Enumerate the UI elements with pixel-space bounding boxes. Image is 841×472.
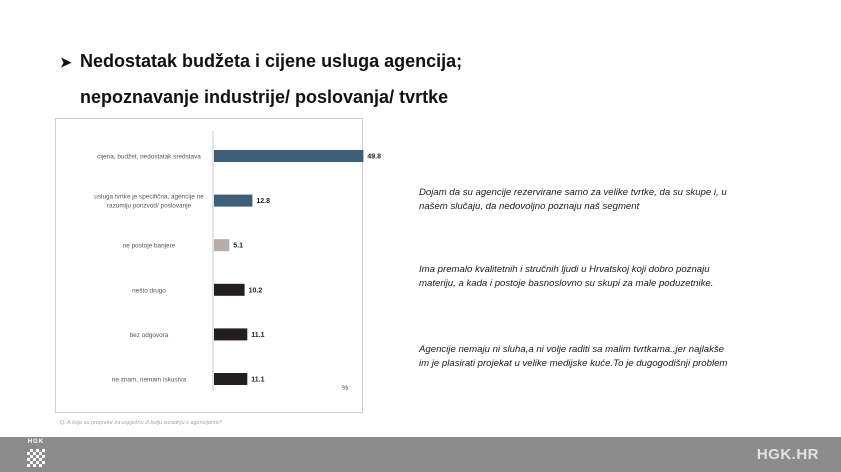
bar-1 [214, 150, 363, 162]
category-label-4: nešto drugo [132, 287, 166, 295]
quote-2 [419, 263, 779, 291]
category-label-1: cijena, budžet, nedostatak sredstava [97, 153, 201, 161]
category-label-2-line-1: usluga tvrtke je specifična, agencije ne [94, 193, 204, 201]
quote-3-line-2: im je plasirati projekat u velike medijske kuće.To je dugogodišnji problem [419, 358, 728, 369]
category-label-2-line-2: razumiju porizvod/ poslovanje [106, 202, 192, 210]
quote-1 [419, 186, 779, 214]
quote-3-line-1: Agencije nemaju ni sluha,a ni volje raditi sa malim tvrtkama..jer najlakše [419, 344, 725, 355]
quote-1-line-2: našem slučaju, da nedovoljno poznaju naš segment [419, 201, 640, 212]
bar-value-label-2: 12.8 [256, 198, 271, 206]
arrow-bullet-icon: ➤ [60, 54, 72, 70]
bar-chart-panel [55, 118, 382, 413]
hgk-logo-text: HGK [27, 439, 45, 445]
unit-label: % [342, 385, 349, 392]
bar-4 [214, 284, 245, 296]
bar-chart [56, 119, 382, 412]
bar-3 [214, 239, 229, 251]
bar-value-label-1: 49.8 [367, 153, 382, 161]
quote-3 [419, 343, 779, 371]
category-label-3: ne postoje banjere [122, 242, 176, 250]
heading-line-1 [60, 50, 462, 73]
bar-2 [214, 195, 252, 207]
website-link[interactable]: HGK.HR [756, 446, 819, 463]
heading-line-1-text: Nedostatak budžeta i cijene usluga agencija; [80, 51, 463, 71]
quote-2-line-2: materiju, a kada i postoje basnoslovno su skupi za male poduzetnike. [419, 278, 714, 289]
footer-bar [0, 437, 841, 472]
hgk-logo [25, 439, 47, 470]
bar-value-label-3: 5.1 [233, 242, 244, 250]
bar-value-label-5: 11.1 [251, 331, 265, 339]
category-label-6: ne znam, nemam iskustva [111, 376, 187, 384]
quote-1-line-1: Dojam da su agencije rezervirane samo za velike tvrtke, da su skupe i, u [419, 187, 727, 198]
heading-line-2: nepoznavanje industrije/ poslovanja/ tvrtke [80, 87, 449, 107]
bar-value-label-6: 11.1 [251, 376, 265, 384]
quote-2-line-1: Ima premalo kvalitetnih i stručnih ljudi u Hrvatskoj koji dobro poznaju [419, 264, 710, 275]
category-label-5: bez odgovora [129, 331, 169, 339]
checkerboard-logo-icon [27, 449, 45, 467]
survey-question-footnote: Q: A koje su prepreke za uspješnu ili bolju suradnju s agencijama? [60, 420, 222, 426]
bar-6 [214, 373, 247, 385]
bar-5 [214, 328, 247, 340]
bar-value-label-4: 10.2 [248, 287, 263, 295]
